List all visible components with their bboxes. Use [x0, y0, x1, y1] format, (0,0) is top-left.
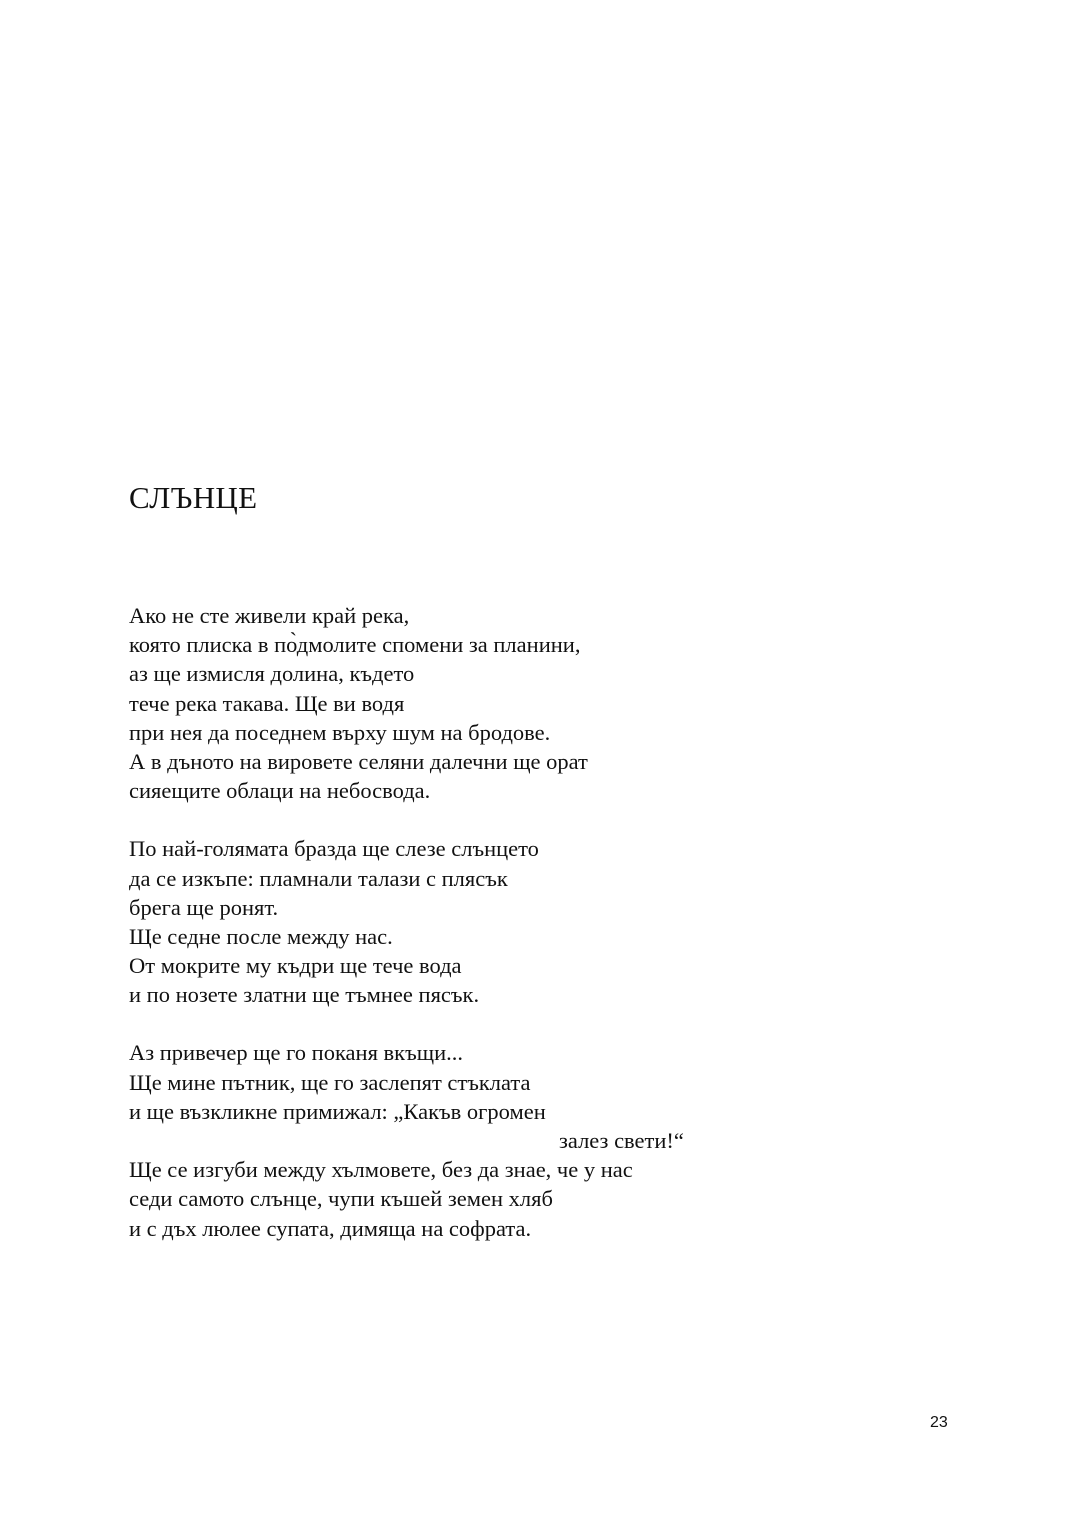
- poem-line: Ще се изгуби между хълмовете, без да знае, че у нас: [129, 1157, 633, 1183]
- poem-line: да се изкъпе: пламнали талази с плясък: [129, 865, 508, 891]
- poem-line: Ще седне после между нас.: [129, 923, 393, 949]
- poem-line: и по нозете златни ще тъмнее пясък.: [129, 982, 480, 1008]
- poem-line: брега ще ронят.: [129, 894, 279, 920]
- poem-line: От мокрите му къдри ще тече вода: [129, 953, 462, 979]
- poem-line: аз ще измисля долина, където: [129, 661, 415, 687]
- poem-line: Аз привечер ще го поканя вкъщи...: [129, 1040, 463, 1066]
- poem-line: По най-голямата бразда ще слезе слънцето: [129, 836, 539, 862]
- poem-line: тече река такава. Ще ви водя: [129, 690, 405, 716]
- poem-body: [129, 601, 889, 1272]
- poem-line: сияещите облаци на небосвода.: [129, 778, 431, 804]
- page-number: 23: [930, 1414, 948, 1431]
- poem-line: А в дъното на вировете селяни далечни ще орат: [129, 748, 588, 774]
- poem-line-indented: залез свети!“: [559, 1128, 684, 1153]
- stanza-2: [129, 834, 889, 1009]
- poem-line: Ако не сте живели край река,: [129, 603, 410, 628]
- poem-line: която плиска в по̀дмолите спомени за планини,: [129, 632, 581, 658]
- poem-line: при нея да поседнем върху шум на бродове.: [129, 719, 551, 745]
- poem-title: СЛЪНЦЕ: [129, 480, 258, 515]
- stanza-1: [129, 601, 889, 805]
- stanza-3: [129, 1038, 889, 1242]
- poem-line: Ще мине пътник, ще го заслепят стъклата: [129, 1069, 531, 1095]
- poem-line: и с дъх люлее супата, димяща на софрата.: [129, 1215, 532, 1241]
- poem-line: седи самото слънце, чупи къшей земен хляб: [129, 1186, 553, 1212]
- poem-line: и ще възкликне примижал: „Какъв огромен: [129, 1098, 546, 1124]
